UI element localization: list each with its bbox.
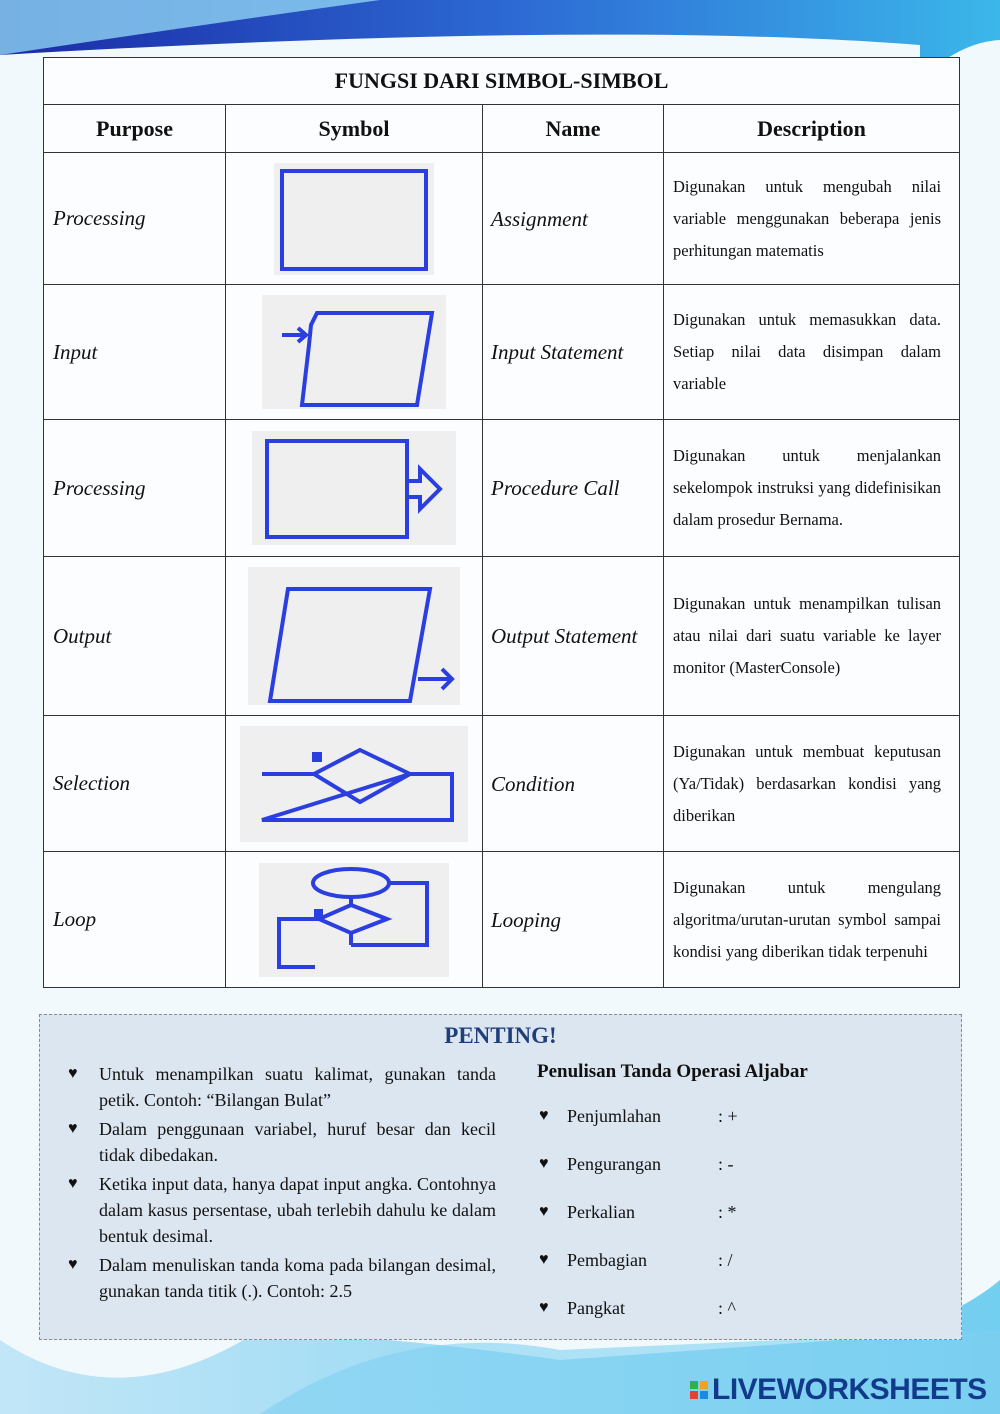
operation-name: Perkalian — [567, 1202, 635, 1222]
operation-symbol: : + — [718, 1106, 738, 1126]
heart-bullet-icon: ♥ — [68, 1256, 78, 1273]
header-symbol: Symbol — [226, 105, 483, 153]
header-name: Name — [483, 105, 664, 153]
note-text: Dalam penggunaan variabel, huruf besar dan kecil tidak dibedakan. — [99, 1119, 496, 1165]
heart-bullet-icon: ♥ — [539, 1251, 549, 1268]
operation-symbol: : / — [718, 1250, 733, 1270]
operations-title: Penulisan Tanda Operasi Aljabar — [537, 1061, 808, 1082]
operation-row — [537, 1103, 937, 1151]
output-parallelogram-icon — [248, 567, 460, 705]
loop-icon — [259, 863, 449, 977]
row-description: Digunakan untuk membuat keputusan (Ya/Tidak) berdasarkan kondisi yang diberikan — [664, 716, 960, 852]
operation-row — [537, 1247, 937, 1295]
row-purpose: Processing — [44, 420, 226, 557]
table-row — [44, 420, 960, 557]
penting-notes-list — [68, 1061, 496, 1307]
table-row — [44, 557, 960, 716]
table-row — [44, 153, 960, 285]
heart-bullet-icon: ♥ — [68, 1120, 78, 1137]
row-name: Output Statement — [483, 557, 664, 716]
note-text: Untuk menampilkan suatu kalimat, gunakan tanda petik. Contoh: “Bilangan Bulat” — [99, 1064, 496, 1110]
heart-bullet-icon: ♥ — [68, 1065, 78, 1082]
operation-name: Pengurangan — [567, 1154, 661, 1174]
row-description: Digunakan untuk menjalankan sekelompok instruksi yang didefinisikan dalam prosedur Bernama. — [664, 420, 960, 557]
list-item — [68, 1116, 496, 1168]
operation-symbol: : ^ — [718, 1298, 736, 1318]
row-name: Looping — [483, 852, 664, 988]
operation-row — [537, 1295, 937, 1343]
header-description: Description — [664, 105, 960, 153]
row-purpose: Selection — [44, 716, 226, 852]
row-purpose: Loop — [44, 852, 226, 988]
operation-name: Pangkat — [567, 1298, 625, 1318]
row-description: Digunakan untuk mengulang algoritma/urutan-urutan symbol sampai kondisi yang diberikan tidak terpenuhi — [664, 852, 960, 988]
operation-row — [537, 1151, 937, 1199]
header-purpose: Purpose — [44, 105, 226, 153]
table-row — [44, 716, 960, 852]
operations-panel — [537, 1059, 937, 1343]
operation-name: Pembagian — [567, 1250, 647, 1270]
row-name: Assignment — [483, 153, 664, 285]
note-text: Ketika input data, hanya dapat input angka. Contohnya dalam kasus persentase, ubah terlebih dahulu ke dalam bentuk desimal. — [99, 1174, 496, 1246]
procedure-call-icon — [252, 431, 456, 545]
heart-bullet-icon: ♥ — [539, 1107, 549, 1124]
operation-name: Penjumlahan — [567, 1106, 661, 1126]
row-description: Digunakan untuk mengubah nilai variable menggunakan beberapa jenis perhitungan matematis — [664, 153, 960, 285]
operation-symbol: : * — [718, 1202, 737, 1222]
symbol-table — [43, 57, 960, 988]
row-name: Procedure Call — [483, 420, 664, 557]
note-text: Dalam menuliskan tanda koma pada bilangan desimal, gunakan tanda titik (.). Contoh: 2.5 — [99, 1255, 496, 1301]
heart-bullet-icon: ♥ — [539, 1203, 549, 1220]
logo-text: LIVEWORKSHEETS — [712, 1373, 987, 1406]
list-item — [68, 1171, 496, 1249]
table-row — [44, 852, 960, 988]
operation-symbol: : - — [718, 1154, 734, 1174]
heart-bullet-icon: ♥ — [539, 1299, 549, 1316]
assignment-rectangle-icon — [274, 163, 434, 275]
table-title: FUNGSI DARI SIMBOL-SIMBOL — [44, 58, 960, 105]
liveworksheets-logo[interactable] — [690, 1372, 987, 1408]
row-name: Input Statement — [483, 285, 664, 420]
heart-bullet-icon: ♥ — [68, 1175, 78, 1192]
table-row — [44, 285, 960, 420]
row-description: Digunakan untuk menampilkan tulisan atau nilai dari suatu variable ke layer monitor (MasterConsole) — [664, 557, 960, 716]
penting-box — [39, 1014, 962, 1340]
operation-row — [537, 1199, 937, 1247]
list-item — [68, 1252, 496, 1304]
row-description: Digunakan untuk memasukkan data. Setiap nilai data disimpan dalam variable — [664, 285, 960, 420]
heart-bullet-icon: ♥ — [539, 1155, 549, 1172]
row-purpose: Input — [44, 285, 226, 420]
logo-mark-icon — [690, 1381, 708, 1399]
row-name: Condition — [483, 716, 664, 852]
row-purpose: Processing — [44, 153, 226, 285]
row-purpose: Output — [44, 557, 226, 716]
list-item — [68, 1061, 496, 1113]
input-parallelogram-icon — [262, 295, 446, 409]
condition-diamond-icon — [240, 726, 468, 842]
penting-title: PENTING! — [444, 1023, 557, 1048]
